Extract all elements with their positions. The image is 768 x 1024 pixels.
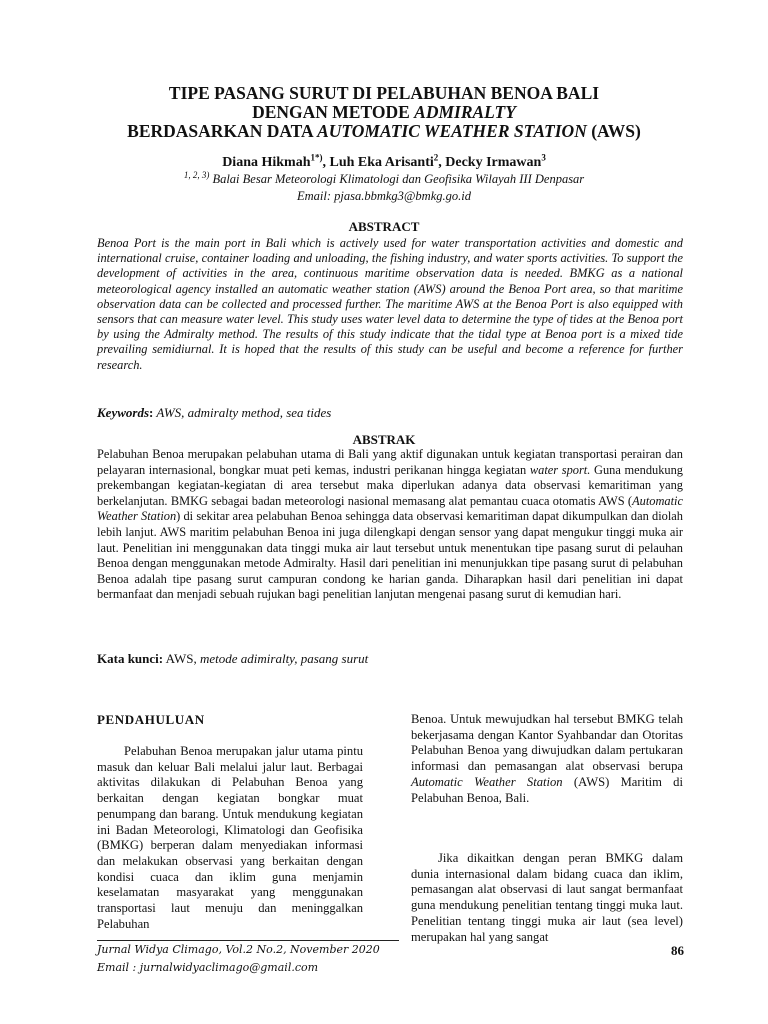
right-column-paragraph-2: Jika dikaitkan dengan peran BMKG dalam dunia internasional dalam bidang cuaca dan iklim, pemasangan alat observasi di laut sangat bermanfaat guna mendukung penelitian tentang tinggi muka laut. Penelitian tentang tinggi muka air laut (sea level) merupakan hal yang sangat: [411, 851, 683, 944]
section-title: PENDAHULUAN: [97, 712, 205, 727]
author-1: Diana Hikmah: [222, 155, 311, 170]
title-line-2: [60, 103, 708, 122]
author-list: [60, 154, 708, 171]
affiliation-sup: 1, 2, 3): [183, 169, 210, 180]
author-3: , Decky Irmawan: [438, 155, 542, 170]
abstrak-part-3: ) di sekitar area pelabuhan Benoa sehingga data observasi kemaritiman dapat dikumpulkan dan diolah lebih lanjut. AWS maritim pelabuhan Benoa ini juga dilengkapi dengan sensor yang dapat mengukur tinggi muka air laut. Penelitian ini menggunakan data tinggi muka air laut tersebut untuk menentukan tipe pasang surut di pelauhan Benoa dengan menggunakan metode Admiralty. Hasil dari penelitian ini menunjukkan tipe pasang surut di pelabuhan Benoa adalah tipe pasang surut campuran condong ke harian ganda. Diharapkan hasil dari penelitian ini dapat bermanfaat dan menjadi sebuah rujukan bagi penelitian lanjutan mengenai pasang surut di kemudian hari.: [97, 509, 683, 602]
author-2: , Luh Eka Arisanti: [322, 155, 434, 170]
abstrak-part-1: Pelabuhan Benoa merupakan pelabuhan utama di Bali yang aktif digunakan untuk kegiatan transportasi perairan dan pelayaran internasional, bongkar muat peti kemas, industri perikanan hingga kegiatan: [97, 447, 683, 477]
footer-email: Email : jurnalwidyaclimago@gmail.com: [97, 961, 319, 974]
abstrak-text: [97, 447, 683, 603]
title-line-3-prefix: BERDASARKAN DATA: [127, 121, 318, 141]
kata-kunci-italic: metode adimiralty, pasang surut: [200, 651, 369, 666]
title-line-3-suffix: (AWS): [586, 121, 641, 141]
footer-journal: Jurnal Widya Climago, Vol.2 No.2, November 2020: [97, 943, 380, 956]
author-2-sup: 2: [433, 152, 439, 163]
title-line-3-italic: AUTOMATIC WEATHER STATION: [317, 121, 587, 141]
author-3-sup: 3: [541, 152, 546, 163]
right-column-paragraph-1: [411, 712, 683, 806]
keywords-label: Keywords:: [97, 405, 154, 420]
affiliation-text: Balai Besar Meteorologi Klimatologi dan Geofisika Wilayah III Denpasar: [209, 172, 585, 186]
keywords: [97, 405, 331, 421]
title-line-1: TIPE PASANG SURUT DI PELABUHAN BENOA BALI: [168, 83, 600, 103]
abstract-heading: ABSTRACT: [348, 219, 420, 234]
author-1-sup: 1*): [310, 152, 323, 163]
abstrak-italic-2: Automatic Weather Station: [97, 493, 683, 524]
abstrak-part-2: Guna mendukung prekembangan kegiatan-kegiatan di area tersebut maka diperlukan adanya data observasi kemaritiman yang berkelanjutan. BMKG sebagai badan meteorologi nasional memasang alat pemantau cuaca otomatis AWS (: [97, 462, 683, 508]
page-number: 86: [671, 943, 684, 958]
title-line-2-italic: ADMIRALTY: [414, 102, 516, 122]
kata-kunci-label: Kata kunci:: [97, 651, 164, 666]
keywords-text: AWS, admiralty method, sea tides: [153, 405, 332, 420]
abstrak-heading: ABSTRAK: [352, 432, 416, 447]
author-email: Email: pjasa.bbmkg3@bmkg.go.id: [297, 189, 471, 203]
affiliation: [60, 169, 708, 187]
right-para-1-b: (AWS) Maritim di Pelabuhan Benoa, Bali.: [411, 774, 683, 805]
title-line-2-prefix: DENGAN METODE: [252, 102, 415, 122]
right-para-1-italic: Automatic Weather Station: [411, 774, 563, 789]
title-line-3: [60, 122, 708, 141]
footer-rule: [97, 940, 399, 941]
paper-title: [60, 84, 708, 141]
abstrak-italic-1: water sport.: [529, 462, 591, 477]
right-para-1-a: Benoa. Untuk mewujudkan hal tersebut BMKG telah bekerjasama dengan Kantor Syahbandar dan Otoritas Pelabuhan Benoa yang diwujudkan dalam pertukaran informasi dan pemasangan alat observasi berupa: [411, 712, 683, 774]
abstract-text: Benoa Port is the main port in Bali which is actively used for water transportation activities and domestic and international cruise, container loading and unloading, the fishing industry, and water sports activities. To support the development of activities in the area, continuous maritime observation data is needed. BMKG as a national meteorological agency installed an automatic weather station (AWS) around the Benoa Port area, so that maritime observation data can be collected and processed further. The maritime AWS at the Benoa Port is also equipped with sensors that can measure water level. This study uses water level data to determine the type of tides at the Benoa port by using the Admiralty method. The results of this study indicate that the tidal type at Benoa port is a mixed tide prevailing semidiurnal. It is hoped that the results of this study can be useful and become a reference for further research.: [97, 236, 683, 372]
left-column-paragraph: Pelabuhan Benoa merupakan jalur utama pintu masuk dan keluar Bali melalui jalur laut. Berbagai aktivitas dilakukan di Pelabuhan Benoa yang berkaitan dengan kegiatan bongkar muat penumpang dan barang. Untuk mendukung kegiatan ini Badan Meteorologi, Klimatologi dan Geofisika (BMKG) berperan dalam menyediakan informasi dan melakukan observasi yang berkaitan dengan kondisi cuaca dan iklim guna menjamin keselamatan masyarakat yang menggunakan transportasi laut menuju dan meninggalkan Pelabuhan: [97, 744, 363, 931]
kata-kunci-plain: AWS,: [163, 651, 200, 666]
kata-kunci: [97, 651, 368, 667]
